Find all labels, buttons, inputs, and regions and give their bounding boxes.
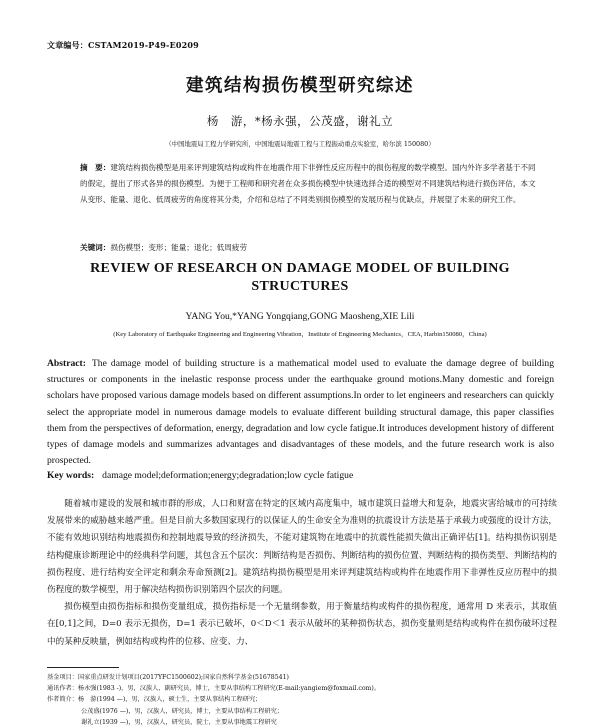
footnote-author-3: 谢礼立(1939 —)，男，汉族人，研究员，院士，主要从事地震工程研究 (81, 718, 277, 726)
english-affiliation: (Key Laboratory of Earthquake Engineering and Engineering Vibration，Institute of Engineering Mechanics，CEA, Harbin150080，China) (113, 331, 487, 338)
chinese-title: 建筑结构损伤模型研究综述 (186, 76, 414, 96)
english-authors: YANG You,*YANG Yongqiang,GONG Maosheng,XIE Lili (185, 311, 415, 322)
chinese-affiliation: （中国地震局工程力学研究所，中国地震局地震工程与工程振动重点实验室，哈尔滨 150080） (165, 140, 435, 148)
body-paragraph-1: 随着城市建设的发展和城市群的形成，人口和财富在特定的区域内高度集中，城市建筑日益增大和复杂，地震灾害给城市的可持续发展带来的威胁越来越严重。但是目前大多数国家现行的以保证人的生命安全为准则的抗震设计方法是基于承载力或强度的设计方法，不能有效地识别结构地震损伤和控制地震导致的经济损失，不能对建筑物在地震中的抗震性能损失做出正确评估[1]。结构损伤识别是结构健康诊断理论中的经典科学问题，其包含五个层次：判断结构是否损伤、判断结构的损伤位置、判断结构的损伤类型、判断结构的损伤程度、进行结构安全评定和剩余寿命预测[2]。建筑结构损伤模型是用来评判建筑结构或构件在地震作用下非弹性反应历程中的损伤程度的数学模型，用于解决结构损伤识别第四个层次的问题。 (47, 499, 557, 596)
english-keywords-text: damage model;deformation;energy;degradation;low cycle fatigue (102, 470, 354, 481)
footnote-fund: 基金项目：国家重点研发计划项目(2017YFC1500602);国家自然科学基金(51678541) (47, 674, 289, 681)
body-paragraph-2: 损伤模型由损伤指标和损伤变量组成，损伤指标是一个无量纲参数，用于衡量结构或构件的损伤程度，通常用 D 来表示，其取值在[0,1]之间，D=0 表示无损伤，D=1 表示已破坏，0＜D＜1 表示从破坏的某种损伤状态，损伤变量则是结构或构件在损伤破坏过程中的某种反映量，例如结构或构件的位移、应变、力、 (47, 602, 557, 647)
footnote-author-1: 作者简介：杨 游(1994 —)，男，汉族人，硕士生，主要从事结构工程研究； (47, 696, 262, 704)
footnotes (47, 672, 557, 728)
chinese-abstract-text: 建筑结构损伤模型是用来评判建筑结构或构件在地震作用下非弹性反应历程中的损伤程度的数学模型。国内外许多学者基于不同的假定，提出了形式各异的损伤模型。为便于工程师和研究者在众多损伤模型中快速选择合适的模型对不同建筑结构进行损伤评估，本文从变形、能量、退化、低周疲劳的角度将其分类，介绍和总结了不同类别损伤模型的发展历程与优缺点，并展望了未来的研究工作。 (80, 163, 536, 204)
chinese-keywords-label: 关键词： (80, 243, 111, 252)
chinese-keywords (80, 242, 542, 253)
footnote-divider (47, 667, 119, 668)
chinese-abstract-label: 摘 要： (80, 163, 111, 172)
document-code: 文章编号：CSTAM2019-P49-E0209 (47, 40, 199, 50)
footnote-contact: 通讯作者：杨永强(1983 -)，男，汉族人，副研究员，博士，主要从事结构工程研究(E-mail:yangiem@foxmail.com)。 (47, 685, 381, 693)
footnote-author-2: 公茂盛(1976 —)，男，汉族人，研究员，博士，主要从事结构工程研究； (81, 707, 283, 715)
chinese-authors: 杨 游，*杨永强，公茂盛，谢礼立 (206, 114, 394, 128)
chinese-abstract (80, 160, 542, 208)
english-abstract-label: Abstract: (47, 358, 86, 369)
chinese-keywords-text: 损伤模型；变形；能量；退化；低周疲劳 (110, 243, 248, 252)
body-text (47, 496, 557, 651)
english-abstract (47, 356, 554, 469)
english-title: REVIEW OF RESEARCH ON DAMAGE MODEL OF BUILDING STRUCTURES (90, 261, 510, 294)
english-keywords (47, 470, 554, 481)
english-abstract-text: The damage model of building structure is a mathematical model used to evaluate the damage degree of building structures or components in the inelastic response process under the earthquake ground motions.Many domestic and foreign scholars have proposed various damage models based on different assumptions.In order to let engineers and researchers can quickly select the appropriate model in numerous damage models to evaluate different building structural damage, this paper classifies them from the perspectives of deformation, energy, degradation and low cycle fatigue.It introduces development history of different types of damage models and summarizes advantages and disadvantages of these models, and the future research work is also prospected. (47, 358, 554, 467)
english-keywords-label: Key words: (47, 470, 95, 481)
